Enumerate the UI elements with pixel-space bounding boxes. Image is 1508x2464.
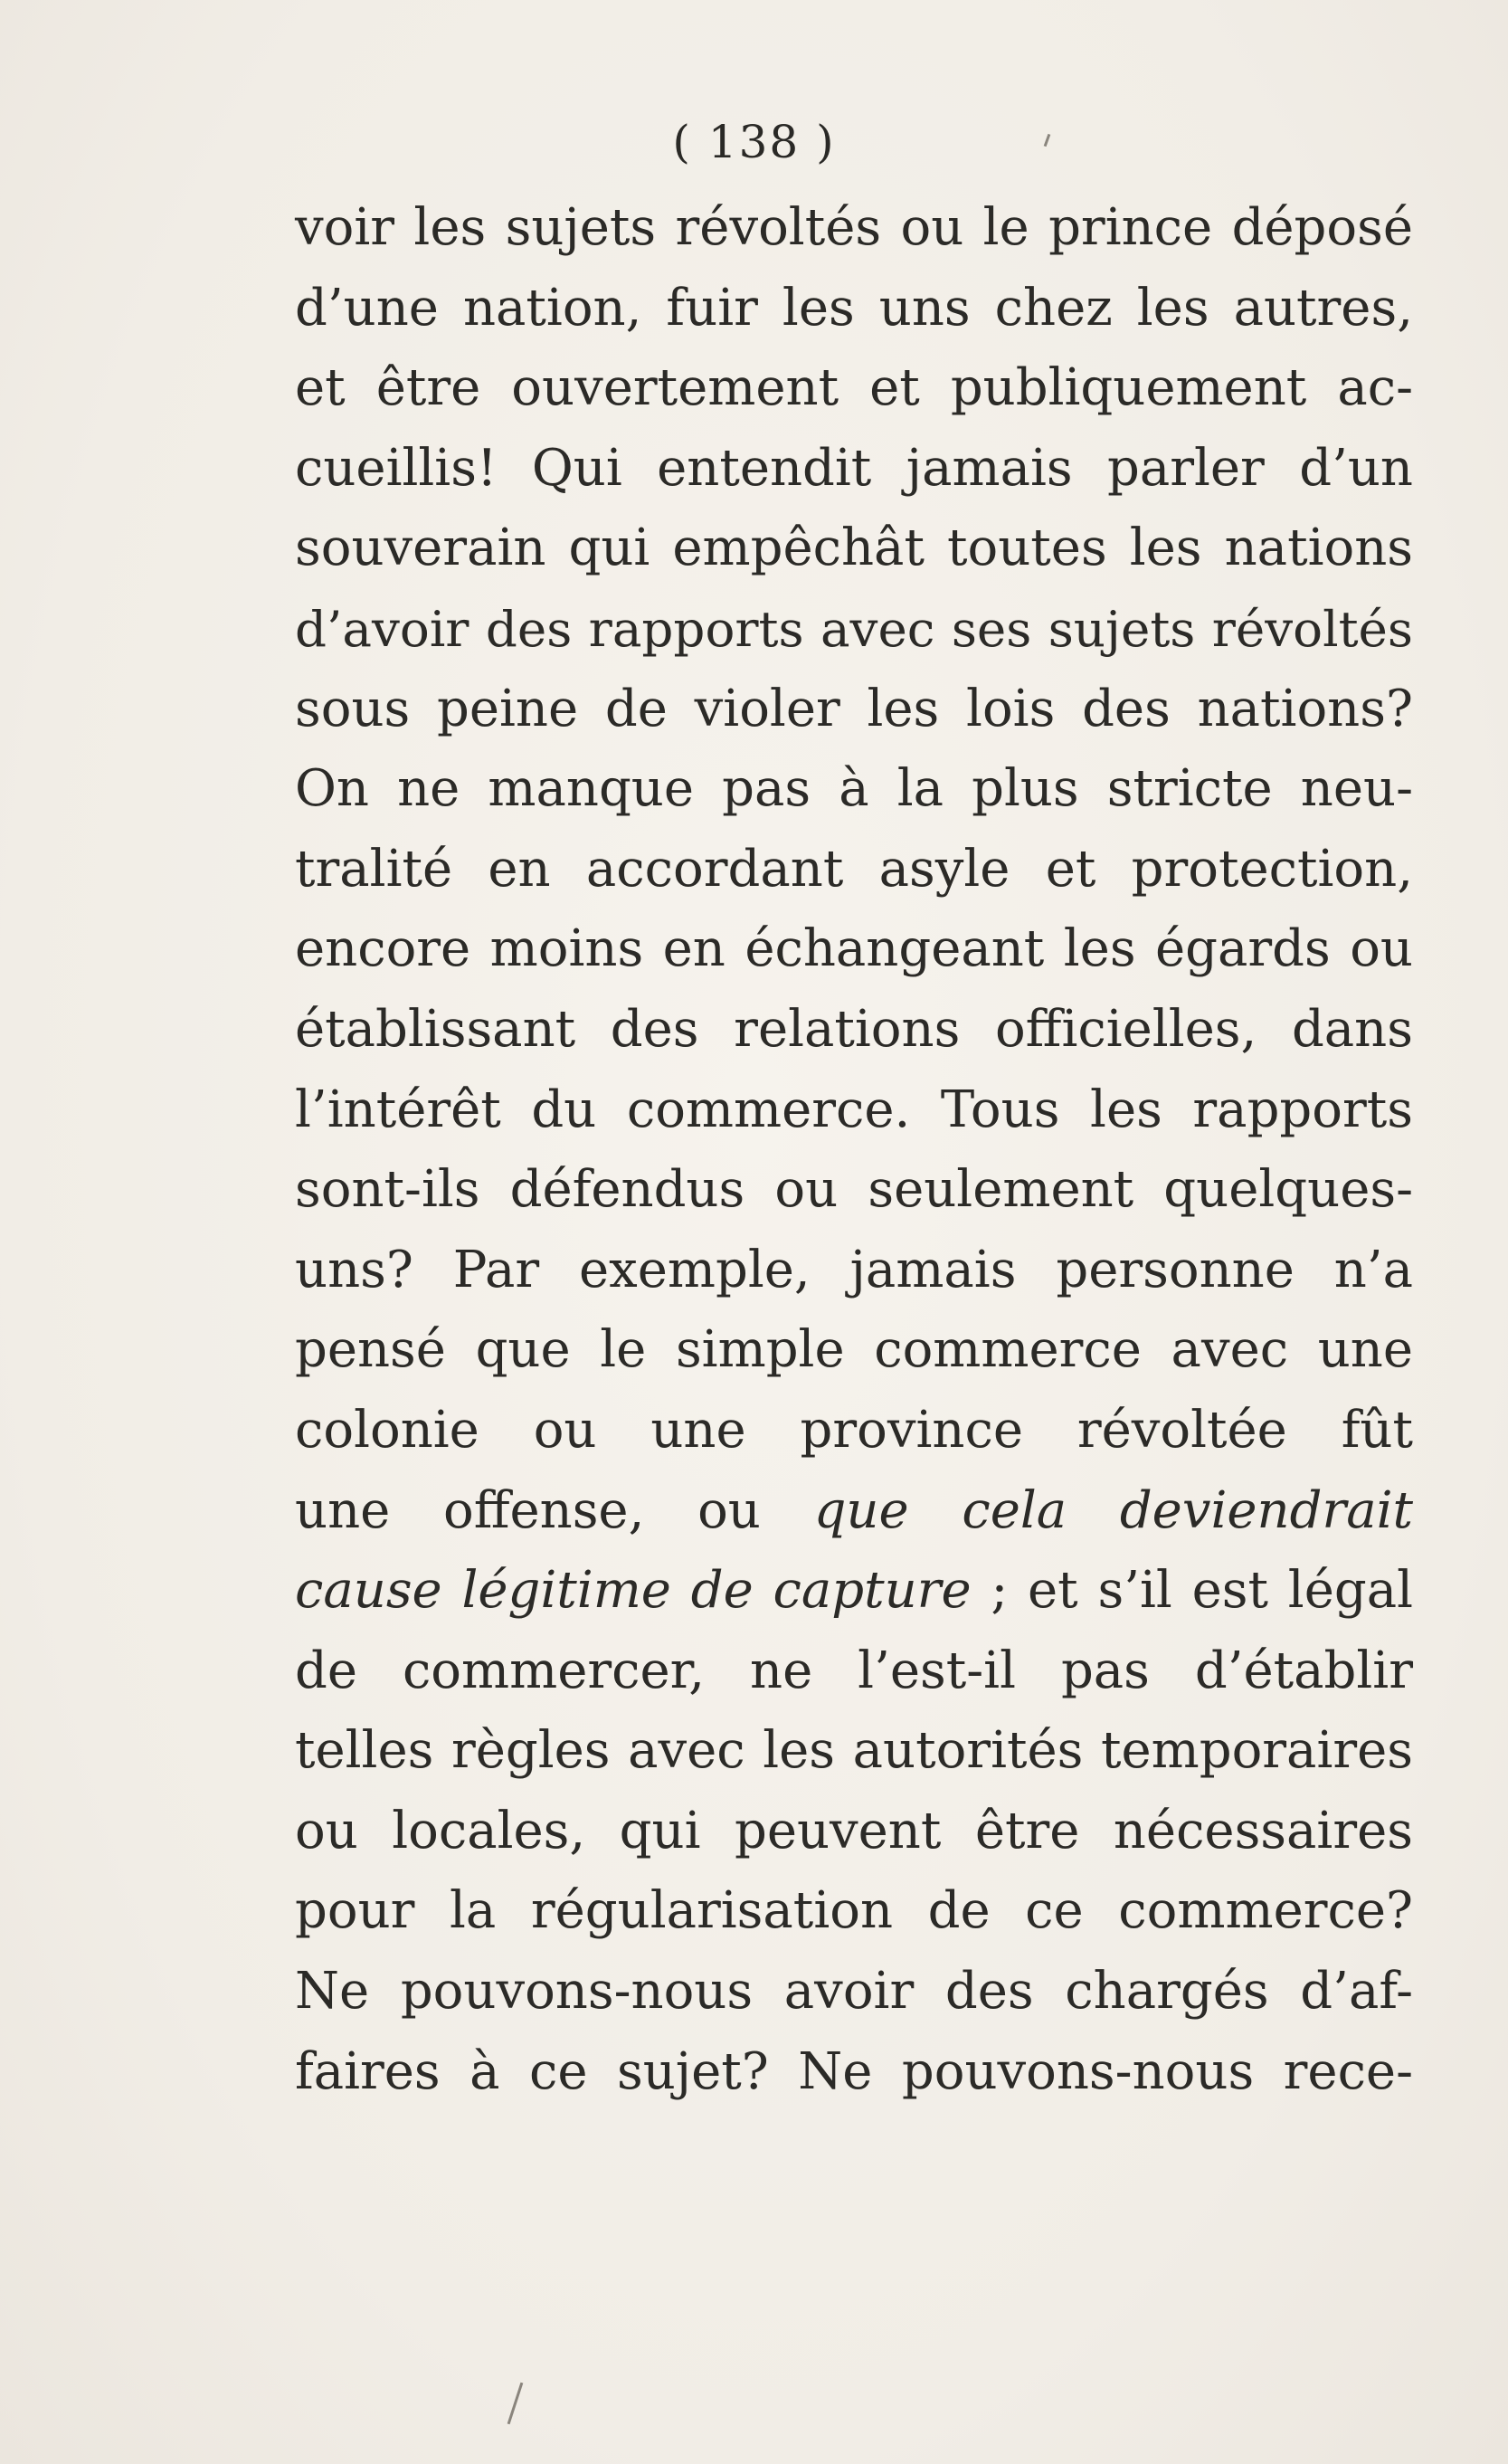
text-segment: souverain qui empêchât toutes les nations — [295, 518, 1413, 578]
text-segment: tralité en accordant asyle et protection, — [295, 839, 1413, 899]
text-segment: cueillis! Qui entendit jamais parler d’un — [295, 438, 1413, 498]
text-line — [295, 749, 1413, 830]
text-line — [295, 670, 1413, 750]
text-line — [295, 1792, 1413, 1872]
text-segment: encore moins en échangeant les égards ou — [295, 919, 1413, 979]
text-line — [295, 1150, 1413, 1231]
text-line — [295, 990, 1413, 1070]
text-segment: sont-ils défendus ou seulement quelques- — [295, 1160, 1413, 1220]
text-segment: l’intérêt du commerce. Tous les rapports — [295, 1080, 1413, 1139]
text-line — [295, 2032, 1413, 2113]
text-line — [295, 348, 1413, 429]
text-line — [295, 1632, 1413, 1712]
text-segment: telles règles avec les autorités temporaires — [295, 1721, 1413, 1781]
text-segment: ; et s’il est légal — [971, 1561, 1413, 1621]
text-segment: une offense, ou — [295, 1480, 814, 1540]
text-segment: faires à ce sujet? Ne pouvons-nous rece- — [295, 2041, 1413, 2101]
italic-text: que cela deviendrait — [813, 1480, 1413, 1540]
text-line — [295, 1551, 1413, 1632]
text-segment: voir les sujets révoltés ou le prince déposé — [295, 198, 1413, 257]
text-segment: ou locales, qui peuvent être nécessaires — [295, 1801, 1413, 1860]
paper-speck — [507, 2383, 524, 2425]
text-segment: uns? Par exemple, jamais personne n’a — [295, 1240, 1413, 1299]
text-line — [295, 509, 1413, 589]
text-segment: de commercer, ne l’est-il pas d’établir — [295, 1641, 1413, 1700]
text-line — [295, 1952, 1413, 2032]
text-segment: pour la régularisation de ce commerce? — [295, 1881, 1413, 1941]
text-line — [295, 589, 1413, 670]
text-segment: pensé que le simple commerce avec une — [295, 1320, 1413, 1380]
italic-text: cause légitime de capture — [295, 1561, 972, 1621]
text-line — [295, 1391, 1413, 1471]
text-line — [295, 1871, 1413, 1952]
text-line — [295, 1711, 1413, 1792]
text-segment: On ne manque pas à la plus stricte neu- — [295, 759, 1413, 819]
text-segment: d’avoir des rapports avec ses sujets révoltés — [295, 599, 1413, 658]
page-number: ( 138 ) — [672, 116, 836, 168]
text-line — [295, 429, 1413, 509]
text-segment: établissant des relations officielles, dans — [295, 999, 1413, 1059]
text-line — [295, 1070, 1413, 1151]
text-segment: sous peine de violer les lois des nations? — [295, 679, 1413, 738]
text-segment: Ne pouvons-nous avoir des chargés d’af- — [295, 1962, 1413, 2022]
text-line — [295, 269, 1413, 349]
text-line — [295, 188, 1413, 269]
text-segment: et être ouvertement et publiquement ac- — [295, 358, 1413, 418]
text-line — [295, 1231, 1413, 1311]
text-line — [295, 1471, 1413, 1552]
body-text — [295, 188, 1413, 2112]
text-segment: d’une nation, fuir les uns chez les autres, — [295, 278, 1413, 338]
text-line — [295, 909, 1413, 990]
text-segment: colonie ou une province révoltée fût — [295, 1400, 1413, 1460]
text-line — [295, 830, 1413, 910]
text-line — [295, 1310, 1413, 1391]
